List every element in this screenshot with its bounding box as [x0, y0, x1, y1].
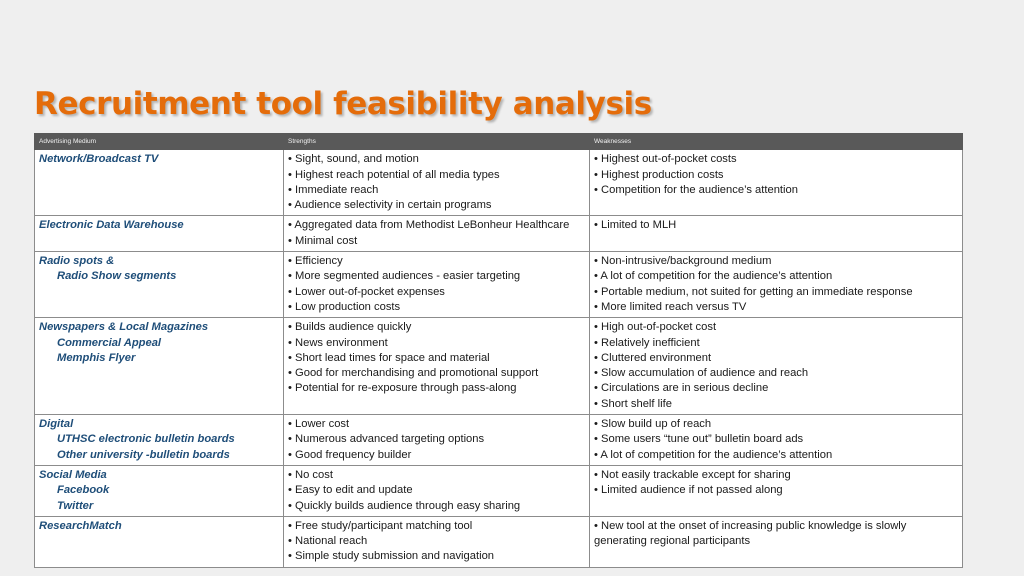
weaknesses-cell	[590, 415, 963, 466]
table-row	[35, 318, 963, 415]
weaknesses-cell	[590, 150, 963, 216]
weaknesses-cell	[590, 465, 963, 516]
medium-cell	[35, 415, 284, 466]
weakness-item: • Circulations are in serious decline	[594, 382, 769, 395]
strength-item: • Low production costs	[288, 300, 401, 313]
medium-subitem: Other university -bulletin boards	[57, 448, 230, 461]
weaknesses-cell	[590, 318, 963, 415]
medium-cell	[35, 252, 284, 318]
weakness-item: • Slow build up of reach	[594, 418, 712, 431]
medium-name: Social Media	[39, 468, 107, 481]
strengths-cell	[284, 415, 590, 466]
strength-item: • Lower out-of-pocket expenses	[288, 285, 445, 298]
strength-item: • Minimal cost	[288, 234, 358, 247]
strength-item: • Highest reach potential of all media types	[288, 168, 500, 181]
weakness-item: • Short shelf life	[594, 397, 672, 410]
weakness-item: • High out-of-pocket cost	[594, 321, 717, 334]
medium-cell	[35, 465, 284, 516]
feasibility-table	[34, 133, 963, 568]
strength-item: • Efficiency	[288, 255, 343, 268]
strength-item: • Good frequency builder	[288, 448, 412, 461]
strength-item: • Aggregated data from Methodist LeBonheur Healthcare	[288, 219, 570, 232]
strength-item: • Good for merchandising and promotional support	[288, 367, 539, 380]
strength-item: • News environment	[288, 336, 388, 349]
medium-cell	[35, 216, 284, 252]
strengths-cell	[284, 318, 590, 415]
weakness-item: • Competition for the audience’s attention	[594, 183, 798, 196]
weakness-item: • Some users “tune out” bulletin board ads	[594, 433, 804, 446]
medium-subitem: Radio Show segments	[57, 270, 177, 283]
weakness-item: • New tool at the onset of increasing public knowledge is slowly generating regional participants	[594, 519, 907, 548]
weaknesses-cell	[590, 516, 963, 567]
strength-item: • Quickly builds audience through easy sharing	[288, 499, 521, 512]
strengths-cell	[284, 216, 590, 252]
medium-name: ResearchMatch	[39, 519, 122, 532]
medium-subitem: UTHSC electronic bulletin boards	[57, 433, 235, 446]
weakness-item: • Not easily trackable except for sharing	[594, 468, 791, 481]
strengths-cell	[284, 465, 590, 516]
strengths-cell	[284, 252, 590, 318]
medium-cell	[35, 516, 284, 567]
weakness-item: • Limited audience if not passed along	[594, 484, 783, 497]
weakness-item: • Relatively inefficient	[594, 336, 700, 349]
weakness-item: • Slow accumulation of audience and reach	[594, 367, 809, 380]
strength-item: • Numerous advanced targeting options	[288, 433, 485, 446]
strength-item: • More segmented audiences - easier targeting	[288, 270, 521, 283]
header-weaknesses: Weaknesses	[590, 134, 963, 150]
strength-item: • Sight, sound, and motion	[288, 153, 419, 166]
table-body	[35, 150, 963, 567]
strength-item: • National reach	[288, 535, 368, 548]
table-row	[35, 516, 963, 567]
medium-name: Network/Broadcast TV	[39, 153, 159, 166]
table-header-row	[35, 134, 963, 150]
medium-name: Radio spots &	[39, 255, 115, 268]
weakness-item: • Highest out-of-pocket costs	[594, 153, 737, 166]
medium-cell	[35, 150, 284, 216]
strength-item: • Short lead times for space and material	[288, 351, 490, 364]
weakness-item: • More limited reach versus TV	[594, 300, 747, 313]
strengths-cell	[284, 516, 590, 567]
strength-item: • Immediate reach	[288, 183, 379, 196]
weakness-item: • Cluttered environment	[594, 351, 712, 364]
weakness-item: • A lot of competition for the audience’s attention	[594, 270, 833, 283]
strength-item: • Potential for re-exposure through pass-along	[288, 382, 517, 395]
strength-item: • Easy to edit and update	[288, 484, 413, 497]
medium-name: Newspapers & Local Magazines	[39, 321, 209, 334]
weakness-item: • Limited to MLH	[594, 219, 677, 232]
header-strengths: Strengths	[284, 134, 590, 150]
medium-name: Digital	[39, 418, 74, 431]
weakness-item: • A lot of competition for the audience’s attention	[594, 448, 833, 461]
strength-item: • Audience selectivity in certain programs	[288, 199, 492, 212]
table-row	[35, 216, 963, 252]
weakness-item: • Highest production costs	[594, 168, 724, 181]
weaknesses-cell	[590, 216, 963, 252]
weakness-item: • Portable medium, not suited for getting an immediate response	[594, 285, 913, 298]
medium-subitem: Commercial Appeal	[57, 336, 162, 349]
table-row	[35, 252, 963, 318]
medium-subitem: Facebook	[57, 484, 110, 497]
header-medium: Advertising Medium	[35, 134, 284, 150]
strength-item: • Builds audience quickly	[288, 321, 412, 334]
strength-item: • Simple study submission and navigation	[288, 550, 495, 563]
strength-item: • Lower cost	[288, 418, 350, 431]
medium-subitem: Twitter	[57, 499, 94, 512]
strength-item: • No cost	[288, 468, 333, 481]
strength-item: • Free study/participant matching tool	[288, 519, 473, 532]
medium-name: Electronic Data Warehouse	[39, 219, 184, 232]
table-row	[35, 150, 963, 216]
medium-cell	[35, 318, 284, 415]
weaknesses-cell	[590, 252, 963, 318]
strengths-cell	[284, 150, 590, 216]
table-row	[35, 415, 963, 466]
slide-title: Recruitment tool feasibility analysis	[34, 86, 652, 122]
medium-subitem: Memphis Flyer	[57, 351, 136, 364]
weakness-item: • Non-intrusive/background medium	[594, 255, 772, 268]
table-row	[35, 465, 963, 516]
